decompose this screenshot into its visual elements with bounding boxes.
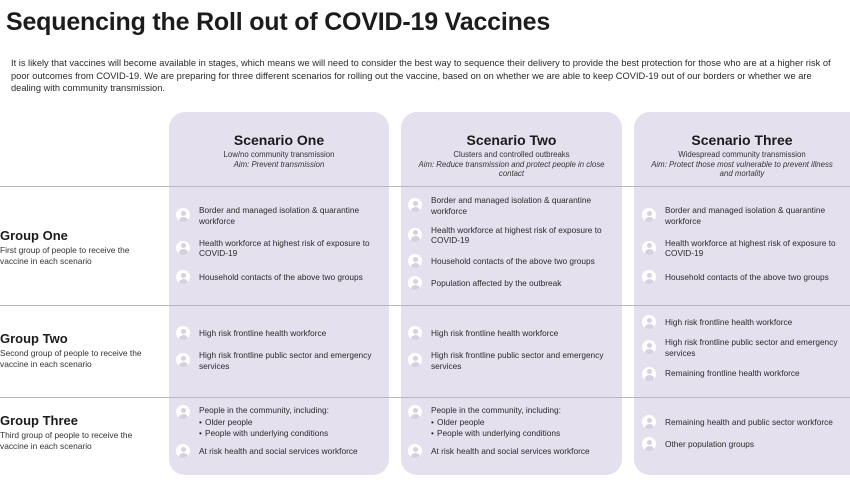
scenario-three-header — [634, 132, 850, 179]
group-one-label — [0, 228, 150, 267]
cell-group-one-scenario-two — [408, 195, 614, 300]
list-item: Remaining frontline health workforce — [642, 367, 847, 381]
group-three-label — [0, 413, 150, 452]
group-two-title: Group Two — [0, 331, 68, 346]
person-icon — [642, 315, 656, 329]
list-item: Health workforce at highest risk of exposure to COVID-19 — [642, 238, 847, 260]
person-icon — [408, 198, 422, 212]
group-two-description: Second group of people to receive the vaccine in each scenario — [0, 348, 142, 369]
cell-group-two-scenario-three — [642, 315, 847, 391]
list-item: Population affected by the outbreak — [408, 276, 614, 290]
row-divider — [0, 186, 850, 187]
scenario-one-aim: Aim: Prevent transmission — [233, 159, 325, 169]
scenario-three-subtitle: Widespread community transmission — [678, 150, 806, 159]
group-one-title: Group One — [0, 228, 68, 243]
list-item: Household contacts of the above two groups — [642, 270, 847, 284]
person-icon — [176, 241, 190, 255]
scenario-three-aim: Aim: Protect those most vulnerable to prevent illness and mortality — [651, 159, 833, 179]
group-three-title: Group Three — [0, 413, 79, 428]
list-item: High risk frontline health workforce — [408, 326, 614, 340]
list-item: High risk frontline public sector and emergency services — [642, 337, 847, 359]
person-icon — [642, 270, 656, 284]
scenario-two-subtitle: Clusters and controlled outbreaks — [453, 150, 570, 159]
list-item: High risk frontline health workforce — [176, 326, 381, 340]
scenario-one-header — [169, 132, 389, 169]
list-item: At risk health and social services workforce — [176, 444, 381, 458]
list-item: Household contacts of the above two groups — [408, 254, 614, 268]
cell-group-two-scenario-one — [176, 326, 381, 382]
person-icon — [176, 444, 190, 458]
scenario-two-title: Scenario Two — [466, 132, 557, 148]
cell-group-one-scenario-one — [176, 205, 381, 294]
person-icon — [176, 326, 190, 340]
person-icon — [408, 228, 422, 242]
cell-group-two-scenario-two — [408, 326, 614, 382]
list-item: High risk frontline public sector and emergency services — [176, 350, 381, 372]
list-item: People in the community, including: • Older people • People with underlying conditions — [408, 405, 614, 438]
scenario-one-subtitle: Low/no community transmission — [223, 150, 335, 159]
list-item: Border and managed isolation & quarantine workforce — [176, 205, 381, 227]
row-divider — [0, 397, 850, 398]
person-icon — [408, 405, 422, 419]
person-icon — [176, 353, 190, 367]
list-item: Health workforce at highest risk of exposure to COVID-19 — [176, 238, 381, 260]
list-item: High risk frontline health workforce — [642, 315, 847, 329]
cell-group-one-scenario-three — [642, 205, 847, 294]
person-icon — [642, 367, 656, 381]
list-item: Other population groups — [642, 437, 847, 451]
list-item: Border and managed isolation & quarantine workforce — [408, 195, 614, 217]
cell-group-three-scenario-one — [176, 405, 381, 468]
person-icon — [408, 254, 422, 268]
person-icon — [642, 437, 656, 451]
list-item: At risk health and social services workforce — [408, 444, 614, 458]
sub-list: • Older people • People with underlying conditions — [431, 417, 561, 439]
group-three-description: Third group of people to receive the vaccine in each scenario — [0, 430, 133, 451]
person-icon — [176, 270, 190, 284]
list-item: Border and managed isolation & quarantine workforce — [642, 205, 847, 227]
intro-paragraph: It is likely that vaccines will become available in stages, which means we will need to consider the best way to sequence their delivery to provide the best protection for those who are at a higher risk of poor outcomes from COVID-19. We are preparing for three different scenarios for rolling out the vaccine, based on on whether we are able to keep COVID-19 out of our borders or whether we are dealing with community transmission. — [11, 58, 831, 93]
page-title: Sequencing the Roll out of COVID-19 Vaccines — [6, 8, 551, 36]
person-icon — [408, 444, 422, 458]
scenario-three-title: Scenario Three — [691, 132, 793, 148]
person-icon — [642, 340, 656, 354]
person-icon — [642, 415, 656, 429]
person-icon — [176, 405, 190, 419]
list-item: Remaining health and public sector workforce — [642, 415, 847, 429]
scenario-one-title: Scenario One — [233, 132, 325, 148]
person-icon — [408, 353, 422, 367]
list-item: People in the community, including: • Older people • People with underlying conditions — [176, 405, 381, 438]
list-item: Household contacts of the above two groups — [176, 270, 381, 284]
sub-list: • Older people • People with underlying conditions — [199, 417, 329, 439]
person-icon — [642, 241, 656, 255]
person-icon — [408, 326, 422, 340]
list-item: High risk frontline public sector and emergency services — [408, 350, 614, 372]
group-two-label — [0, 331, 150, 370]
cell-group-three-scenario-three — [642, 415, 847, 461]
person-icon — [176, 208, 190, 222]
row-divider — [0, 305, 850, 306]
person-icon — [408, 276, 422, 290]
group-one-description: First group of people to receive the vaccine in each scenario — [0, 245, 130, 266]
list-item: Health workforce at highest risk of exposure to COVID-19 — [408, 225, 614, 247]
scenario-two-aim: Aim: Reduce transmission and protect people in close contact — [418, 159, 605, 179]
scenario-two-header — [401, 132, 622, 179]
cell-group-three-scenario-two — [408, 405, 614, 468]
person-icon — [642, 208, 656, 222]
